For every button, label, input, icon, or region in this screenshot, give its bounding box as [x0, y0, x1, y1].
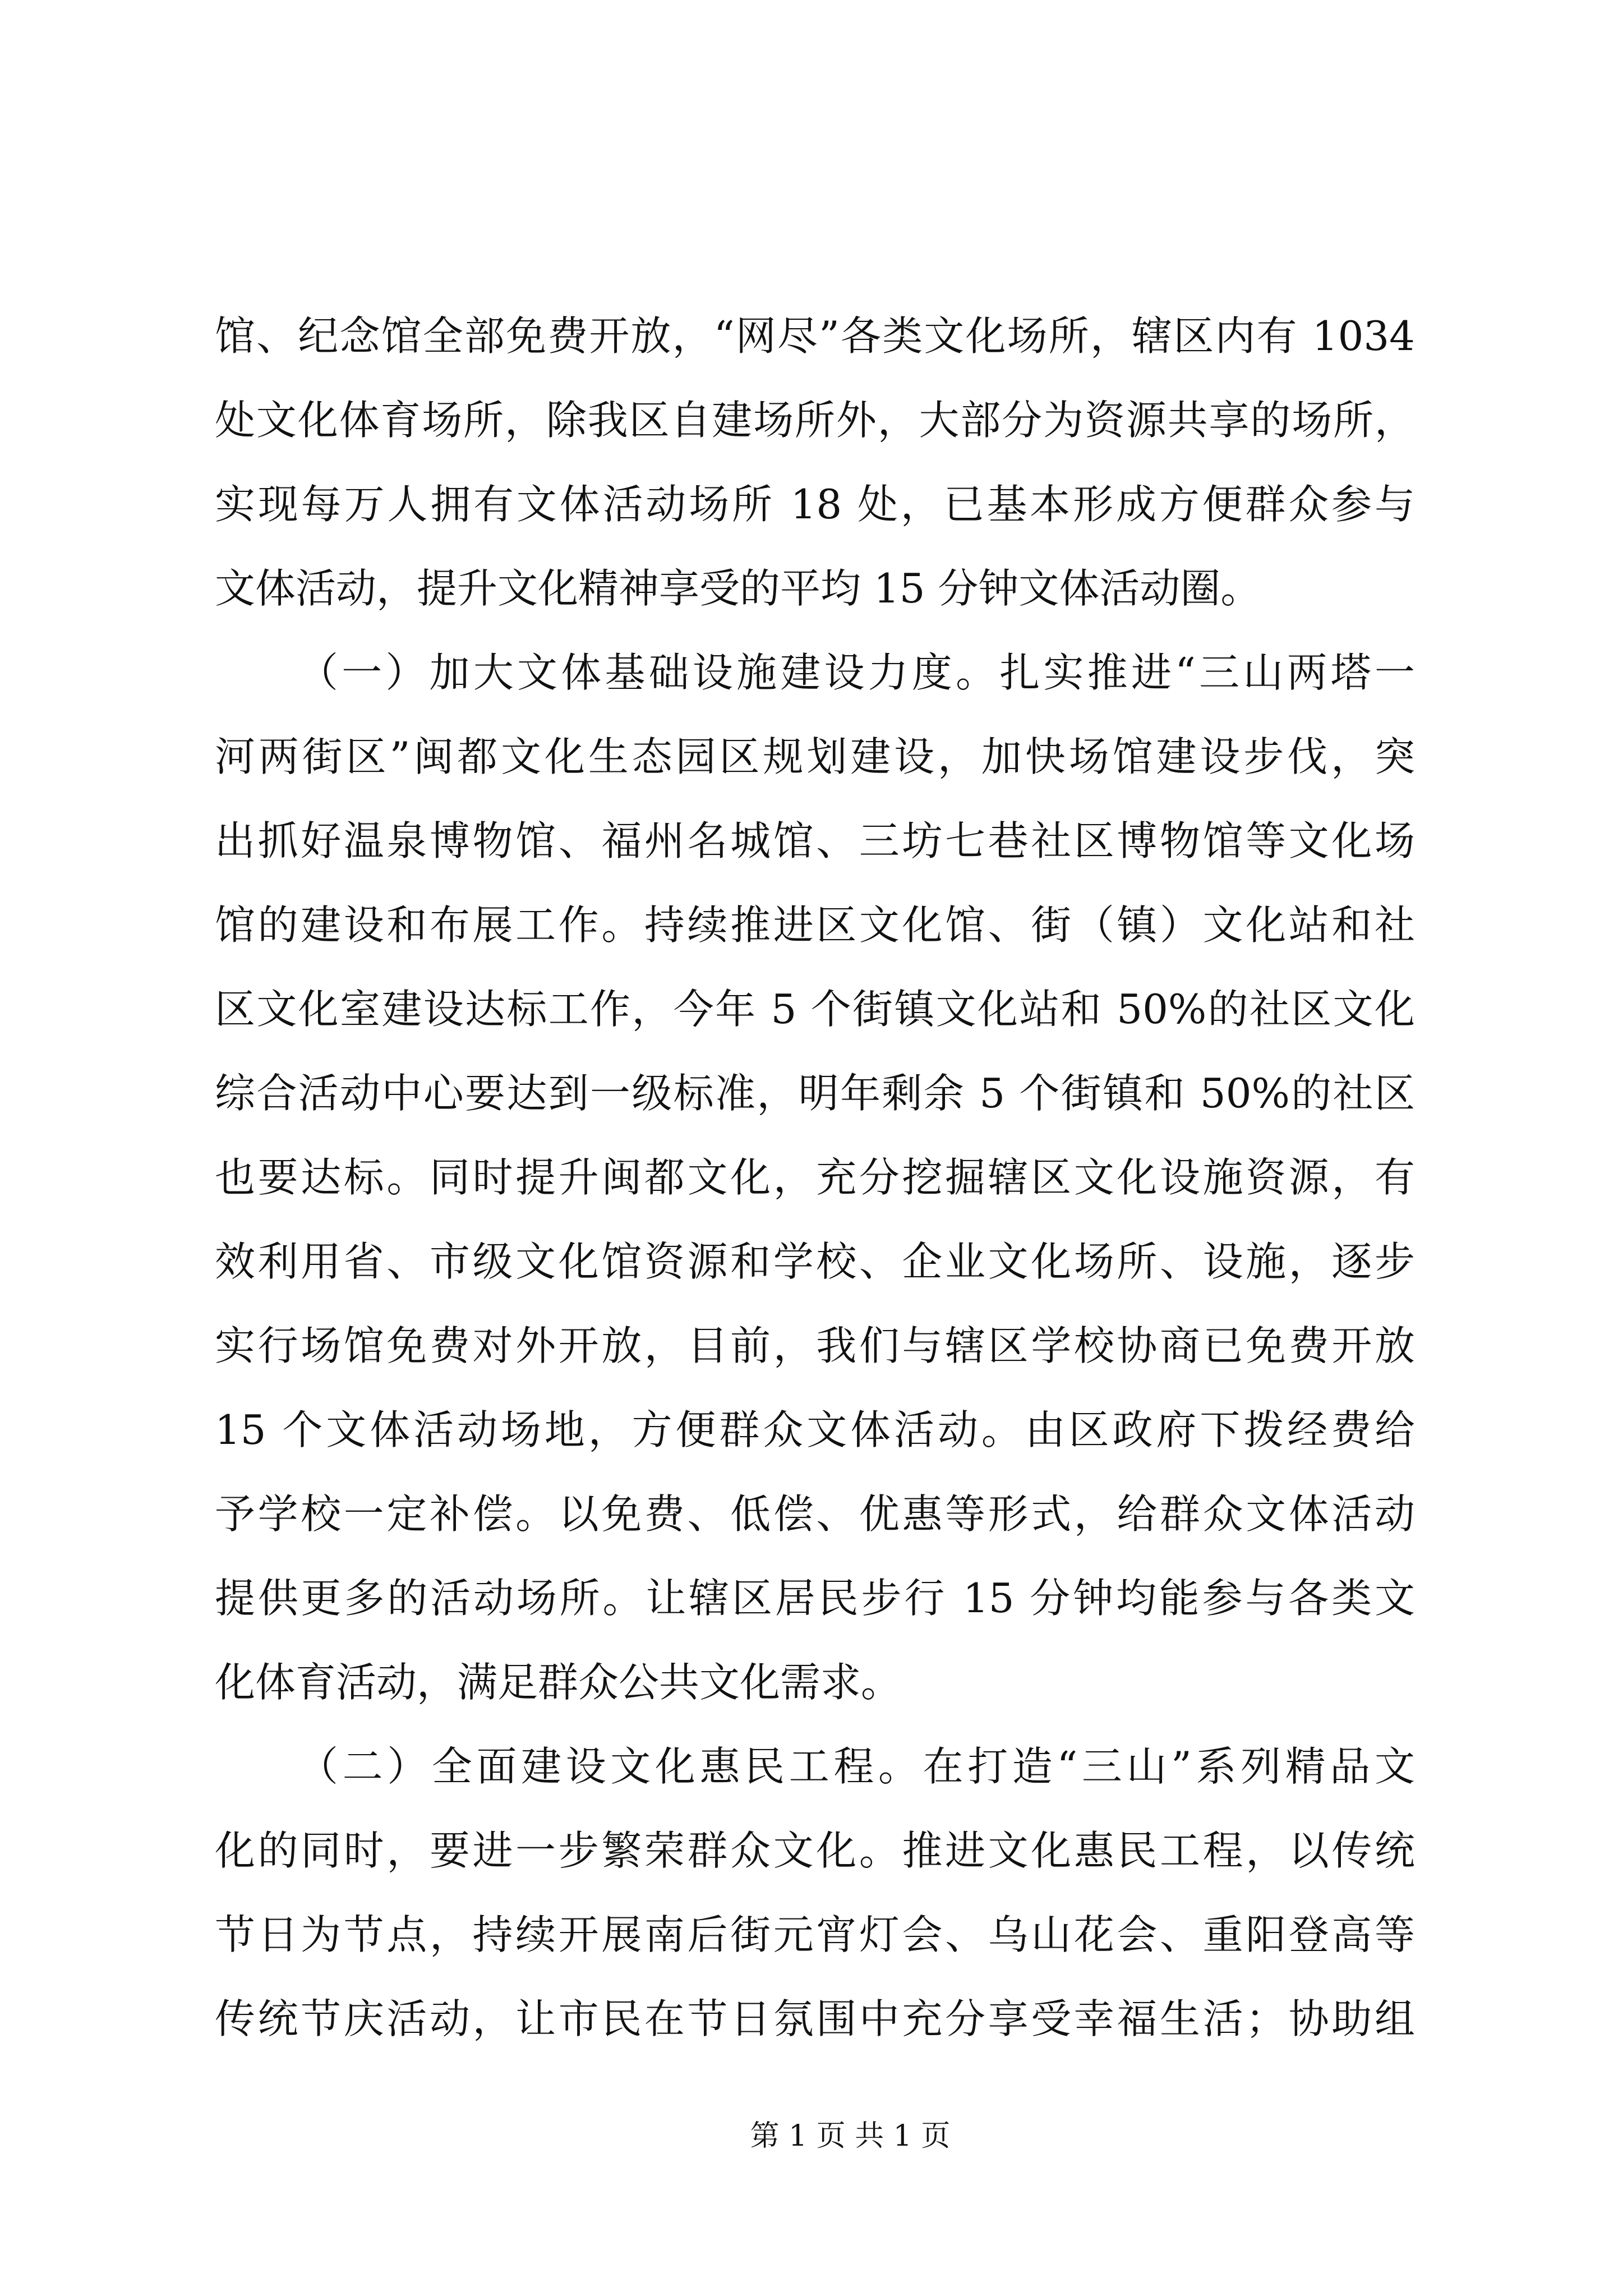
paragraph [215, 1724, 1415, 2061]
document-body [215, 294, 1415, 2061]
text-line: 出抓好温泉博物馆、福州名城馆、三坊七巷社区博物馆等文化场 [215, 817, 1415, 864]
text-line: 文体活动，提升文化精神享受的平均 15 分钟文体活动圈。 [215, 565, 1261, 612]
text-line: （二）全面建设文化惠民工程。在打造“三山”系列精品文 [298, 1743, 1415, 1790]
text-line: 效利用省、市级文化馆资源和学校、企业文化场所、设施，逐步 [215, 1238, 1415, 1285]
text-line: 15 个文体活动场地，方便群众文体活动。由区政府下拨经费给 [215, 1406, 1415, 1453]
text-line: 化体育活动，满足群众公共文化需求。 [215, 1659, 902, 1706]
text-line: 实现每万人拥有文体活动场所 18 处，已基本形成方便群众参与 [215, 481, 1415, 528]
text-line: （一）加大文体基础设施建设力度。扎实推进“三山两塔一 [298, 649, 1415, 696]
text-line: 也要达标。同时提升闽都文化，充分挖掘辖区文化设施资源，有 [215, 1154, 1415, 1201]
text-line: 实行场馆免费对外开放，目前，我们与辖区学校协商已免费开放 [215, 1322, 1415, 1369]
text-line: 综合活动中心要达到一级标准，明年剩余 5 个街镇和 50%的社区 [215, 1070, 1415, 1117]
page-footer: 第 1 页 共 1 页 [750, 2119, 951, 2153]
paragraph [215, 631, 1415, 1724]
text-line: 区文化室建设达标工作，今年 5 个街镇文化站和 50%的社区文化 [215, 986, 1415, 1033]
text-line: 予学校一定补偿。以免费、低偿、优惠等形式，给群众文体活动 [215, 1490, 1415, 1538]
text-line: 河两街区”闽都文化生态园区规划建设，加快场馆建设步伐，突 [215, 733, 1415, 780]
text-line: 提供更多的活动场所。让辖区居民步行 15 分钟均能参与各类文 [215, 1575, 1415, 1622]
text-line: 化的同时，要进一步繁荣群众文化。推进文化惠民工程，以传统 [215, 1827, 1415, 1874]
text-line: 处文化体育场所，除我区自建场所外，大部分为资源共享的场所， [215, 397, 1415, 444]
text-line: 节日为节点，持续开展南后街元宵灯会、乌山花会、重阳登高等 [215, 1911, 1415, 1958]
paragraph [215, 294, 1415, 631]
text-line: 馆、纪念馆全部免费开放，“网尽”各类文化场所，辖区内有 1034 [215, 312, 1415, 360]
text-line: 传统节庆活动，让市民在节日氛围中充分享受幸福生活；协助组 [215, 1995, 1415, 2042]
text-line: 馆的建设和布展工作。持续推进区文化馆、街（镇）文化站和社 [215, 901, 1415, 949]
